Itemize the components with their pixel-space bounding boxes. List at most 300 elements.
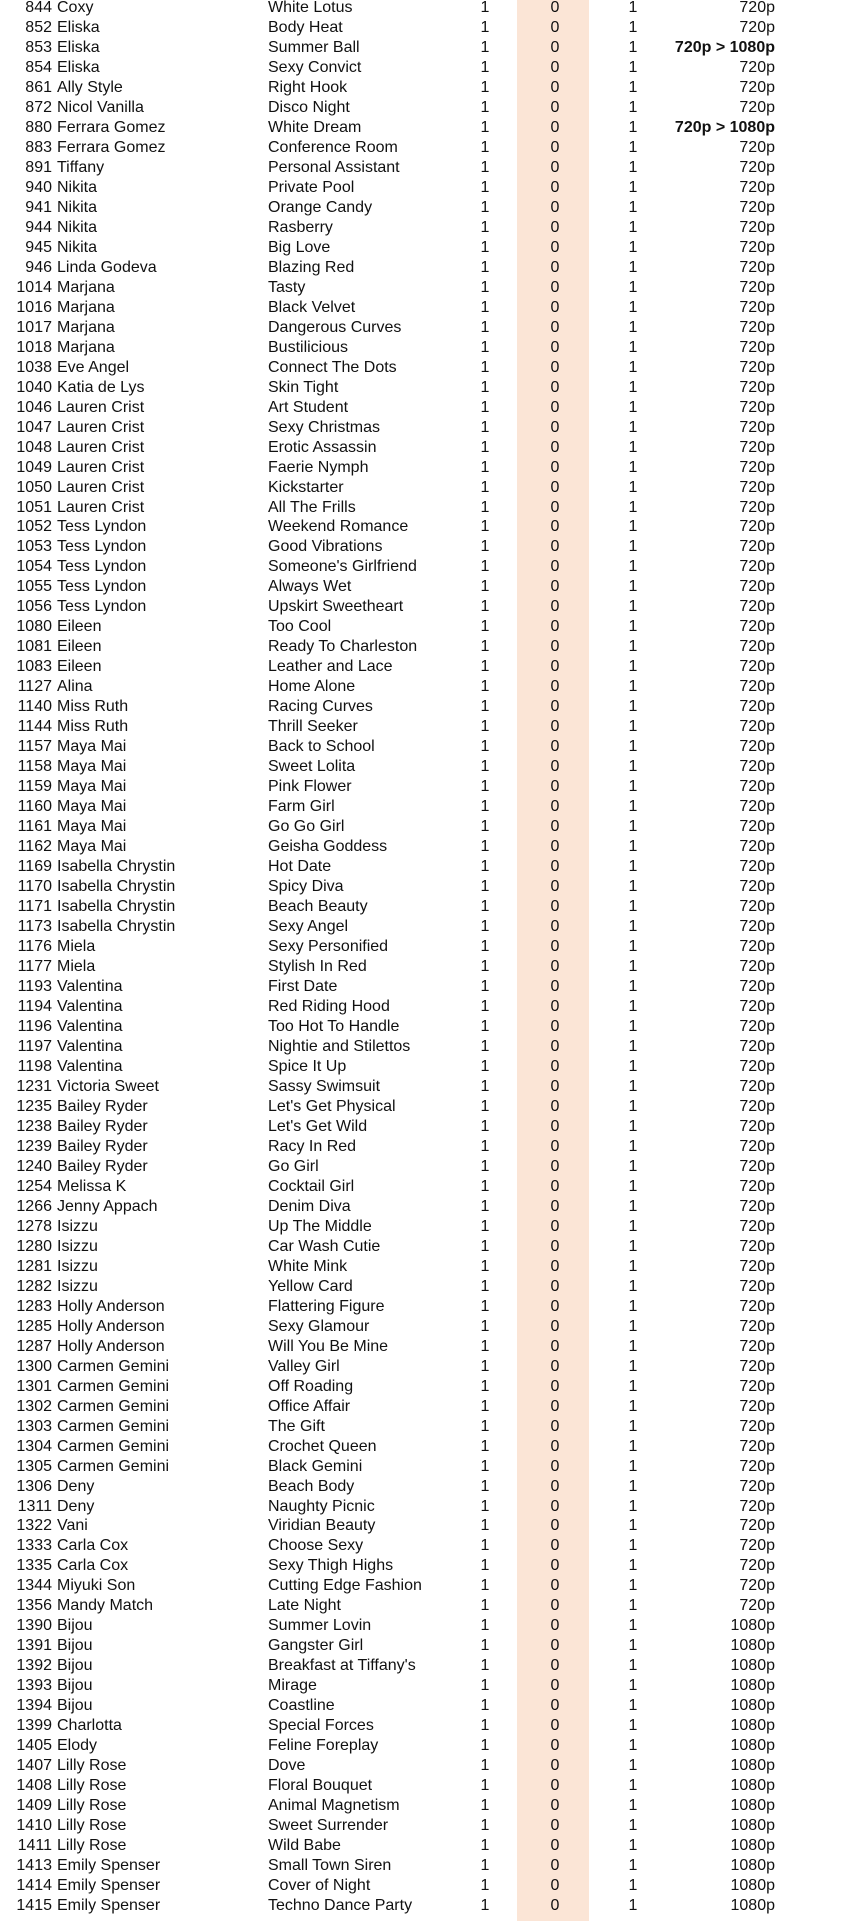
cell-resolution: 720p: [739, 78, 775, 96]
cell-id: 1283: [16, 1297, 52, 1315]
table-row: [0, 198, 868, 218]
cell-resolution: 720p: [739, 58, 775, 76]
cell-title: Cocktail Girl: [268, 1177, 355, 1195]
table-row: [0, 418, 868, 438]
cell-col-c: 1: [628, 658, 638, 676]
table-row: [0, 897, 868, 917]
cell-col-b: 0: [550, 358, 560, 376]
cell-col-b: 0: [550, 698, 560, 716]
cell-col-c: 1: [628, 1457, 638, 1475]
cell-model: Marjana: [57, 318, 115, 336]
table-row: [0, 1337, 868, 1357]
cell-col-b: 0: [550, 1817, 560, 1835]
cell-col-b: 0: [550, 178, 560, 196]
cell-model: Bijou: [57, 1637, 93, 1655]
table-row: [0, 1636, 868, 1656]
cell-title: Hot Date: [268, 858, 332, 876]
cell-title: Dove: [268, 1757, 306, 1775]
cell-resolution: 720p: [739, 498, 775, 516]
cell-resolution: 720p: [739, 818, 775, 836]
cell-col-b: 0: [550, 518, 560, 536]
cell-title: Dangerous Curves: [268, 318, 402, 336]
cell-model: Emily Spenser: [57, 1877, 161, 1895]
cell-id: 1413: [16, 1857, 52, 1875]
cell-col-c: 1: [628, 958, 638, 976]
cell-resolution: 720p: [739, 958, 775, 976]
cell-id: 1046: [16, 398, 52, 416]
cell-id: 1176: [17, 938, 52, 956]
cell-col-c: 1: [628, 378, 638, 396]
cell-title: Weekend Romance: [268, 518, 409, 536]
cell-model: Holly Anderson: [57, 1297, 165, 1315]
cell-col-c: 1: [628, 858, 638, 876]
cell-title: Up The Middle: [268, 1217, 372, 1235]
cell-col-c: 1: [628, 518, 638, 536]
cell-id: 1266: [16, 1197, 52, 1215]
cell-col-c: 1: [628, 1497, 638, 1515]
cell-id: 1414: [16, 1877, 52, 1895]
cell-model: Maya Mai: [57, 818, 127, 836]
cell-col-a: 1: [480, 18, 490, 36]
cell-model: Nicol Vanilla: [57, 98, 144, 116]
cell-id: 1405: [16, 1737, 52, 1755]
cell-model: Holly Anderson: [57, 1337, 165, 1355]
cell-title: Farm Girl: [268, 798, 335, 816]
cell-id: 1053: [16, 538, 52, 556]
cell-col-b: 0: [550, 98, 560, 116]
cell-col-b: 0: [550, 658, 560, 676]
cell-id: 1304: [16, 1437, 52, 1455]
cell-col-c: 1: [628, 1677, 638, 1695]
cell-title: White Mink: [268, 1257, 348, 1275]
cell-col-c: 1: [628, 1657, 638, 1675]
cell-title: Wild Babe: [268, 1837, 341, 1855]
cell-title: Ready To Charleston: [268, 638, 418, 656]
cell-id: 852: [25, 18, 52, 36]
table-row: [0, 1796, 868, 1816]
cell-id: 941: [25, 198, 52, 216]
table-row: [0, 1437, 868, 1457]
cell-id: 1408: [16, 1777, 52, 1795]
cell-model: Nikita: [57, 218, 98, 236]
cell-col-b: 0: [550, 558, 560, 576]
cell-title: Naughty Picnic: [268, 1497, 375, 1515]
cell-col-b: 0: [550, 1437, 560, 1455]
table-row: [0, 1696, 868, 1716]
table-row: [0, 1856, 868, 1876]
cell-resolution: 720p: [739, 418, 775, 436]
cell-col-c: 1: [628, 478, 638, 496]
cell-col-c: 1: [628, 158, 638, 176]
cell-id: 1158: [17, 758, 52, 776]
cell-col-b: 0: [550, 1217, 560, 1235]
cell-col-a: 1: [480, 318, 490, 336]
cell-title: Bustilicious: [268, 338, 349, 356]
cell-col-c: 1: [628, 618, 638, 636]
cell-col-b: 0: [550, 398, 560, 416]
table-row: [0, 498, 868, 518]
cell-col-b: 0: [550, 118, 560, 136]
table-row: [0, 757, 868, 777]
cell-title: White Lotus: [268, 0, 353, 16]
cell-title: Pink Flower: [268, 778, 352, 796]
cell-title: Sexy Glamour: [268, 1317, 370, 1335]
cell-id: 1239: [16, 1137, 52, 1155]
cell-col-c: 1: [628, 238, 638, 256]
cell-title: Sweet Lolita: [268, 758, 356, 776]
cell-col-b: 0: [550, 158, 560, 176]
cell-col-a: 1: [480, 958, 490, 976]
cell-col-a: 1: [480, 1817, 490, 1835]
cell-col-c: 1: [628, 718, 638, 736]
cell-model: Bijou: [57, 1617, 93, 1635]
cell-col-c: 1: [628, 98, 638, 116]
cell-model: Isizzu: [57, 1217, 98, 1235]
cell-id: 1016: [16, 298, 52, 316]
cell-resolution: 720p: [739, 1097, 775, 1115]
cell-col-b: 0: [550, 278, 560, 296]
cell-model: Mandy Match: [57, 1597, 154, 1615]
cell-col-b: 0: [550, 538, 560, 556]
cell-col-b: 0: [550, 958, 560, 976]
cell-model: Eileen: [57, 618, 102, 636]
table-row: [0, 1556, 868, 1576]
cell-model: Valentina: [57, 1017, 123, 1035]
cell-resolution: 1080p: [730, 1897, 775, 1915]
cell-title: Nightie and Stilettos: [268, 1037, 411, 1055]
cell-resolution: 720p: [739, 798, 775, 816]
table-row: [0, 1576, 868, 1596]
cell-title: Art Student: [268, 398, 349, 416]
cell-col-a: 1: [480, 1737, 490, 1755]
cell-col-b: 0: [550, 918, 560, 936]
cell-model: Isabella Chrystin: [57, 918, 176, 936]
cell-title: Summer Lovin: [268, 1617, 372, 1635]
cell-col-c: 1: [628, 1117, 638, 1135]
cell-col-a: 1: [480, 918, 490, 936]
cell-model: Bailey Ryder: [57, 1117, 148, 1135]
cell-id: 1344: [16, 1577, 52, 1595]
cell-resolution: 720p: [739, 1397, 775, 1415]
cell-resolution: 720p: [739, 1077, 775, 1095]
cell-id: 1170: [17, 878, 52, 896]
cell-id: 1303: [16, 1417, 52, 1435]
cell-col-b: 0: [550, 1117, 560, 1135]
cell-resolution: 1080p: [730, 1657, 775, 1675]
cell-model: Maya Mai: [57, 778, 127, 796]
cell-col-c: 1: [628, 298, 638, 316]
cell-resolution: 1080p: [730, 1837, 775, 1855]
cell-col-a: 1: [480, 1517, 490, 1535]
table-row: [0, 1676, 868, 1696]
cell-model: Isabella Chrystin: [57, 878, 176, 896]
cell-col-a: 1: [480, 218, 490, 236]
table-row: [0, 957, 868, 977]
cell-col-a: 1: [480, 1377, 490, 1395]
table-row: [0, 118, 868, 138]
cell-title: Sexy Convict: [268, 58, 362, 76]
cell-id: 1040: [16, 378, 52, 396]
cell-resolution: 720p: [739, 18, 775, 36]
cell-col-c: 1: [628, 1897, 638, 1915]
cell-col-a: 1: [480, 1117, 490, 1135]
cell-col-b: 0: [550, 798, 560, 816]
cell-title: Black Gemini: [268, 1457, 363, 1475]
table-row: [0, 298, 868, 318]
cell-resolution: 720p: [739, 678, 775, 696]
cell-col-b: 0: [550, 338, 560, 356]
cell-title: Late Night: [268, 1597, 341, 1615]
cell-resolution: 720p: [739, 718, 775, 736]
cell-id: 1171: [17, 898, 52, 916]
cell-model: Vani: [57, 1517, 88, 1535]
cell-title: Tasty: [268, 278, 306, 296]
table-row: [0, 178, 868, 198]
cell-model: Bijou: [57, 1657, 93, 1675]
cell-resolution: 720p: [739, 558, 775, 576]
table-row: [0, 138, 868, 158]
cell-col-c: 1: [628, 0, 638, 16]
cell-title: Off Roading: [268, 1377, 354, 1395]
cell-resolution: 720p: [739, 1177, 775, 1195]
table-row: [0, 537, 868, 557]
cell-id: 1081: [16, 638, 52, 656]
cell-col-a: 1: [480, 1097, 490, 1115]
cell-resolution: 1080p: [730, 1737, 775, 1755]
cell-col-b: 0: [550, 598, 560, 616]
cell-title: Stylish In Red: [268, 958, 367, 976]
cell-col-a: 1: [480, 1337, 490, 1355]
cell-col-b: 0: [550, 138, 560, 156]
cell-resolution: 720p: [739, 578, 775, 596]
cell-id: 1287: [16, 1337, 52, 1355]
cell-resolution: 1080p: [730, 1757, 775, 1775]
cell-id: 1048: [16, 438, 52, 456]
cell-title: Always Wet: [268, 578, 352, 596]
cell-id: 1278: [16, 1217, 52, 1235]
cell-col-b: 0: [550, 898, 560, 916]
table-row: [0, 1896, 868, 1916]
cell-model: Tess Lyndon: [57, 558, 147, 576]
cell-resolution: 720p: [739, 1117, 775, 1135]
cell-col-c: 1: [628, 598, 638, 616]
cell-col-b: 0: [550, 578, 560, 596]
cell-col-a: 1: [480, 1397, 490, 1415]
cell-col-a: 1: [480, 1797, 490, 1815]
table-row: [0, 997, 868, 1017]
cell-col-c: 1: [628, 1297, 638, 1315]
cell-resolution: 720p: [739, 378, 775, 396]
cell-title: Denim Diva: [268, 1197, 351, 1215]
cell-col-a: 1: [480, 438, 490, 456]
cell-col-c: 1: [628, 898, 638, 916]
cell-col-b: 0: [550, 878, 560, 896]
table-row: [0, 517, 868, 537]
cell-id: 1049: [16, 458, 52, 476]
cell-col-b: 0: [550, 1357, 560, 1375]
cell-resolution: 1080p: [730, 1817, 775, 1835]
cell-resolution: 720p: [739, 598, 775, 616]
cell-model: Eliska: [57, 38, 100, 56]
table-row: [0, 318, 868, 338]
cell-title: Feline Foreplay: [268, 1737, 379, 1755]
cell-resolution: 720p: [739, 518, 775, 536]
cell-col-b: 0: [550, 238, 560, 256]
cell-col-b: 0: [550, 838, 560, 856]
cell-resolution: 720p: [739, 1417, 775, 1435]
cell-col-b: 0: [550, 1097, 560, 1115]
table-row: [0, 1816, 868, 1836]
cell-resolution: 720p: [739, 1537, 775, 1555]
cell-title: Too Cool: [268, 618, 332, 636]
cell-col-c: 1: [628, 318, 638, 336]
table-row: [0, 1836, 868, 1856]
cell-title: Viridian Beauty: [268, 1517, 376, 1535]
cell-col-a: 1: [480, 418, 490, 436]
cell-col-c: 1: [628, 818, 638, 836]
table-row: [0, 1197, 868, 1217]
cell-col-a: 1: [480, 578, 490, 596]
cell-resolution: 720p: [739, 1137, 775, 1155]
cell-model: Eve Angel: [57, 358, 130, 376]
cell-col-c: 1: [628, 1797, 638, 1815]
table-row: [0, 18, 868, 38]
cell-col-a: 1: [480, 618, 490, 636]
cell-col-a: 1: [480, 1057, 490, 1075]
cell-resolution: 720p: [739, 1497, 775, 1515]
cell-col-a: 1: [480, 818, 490, 836]
cell-id: 891: [25, 158, 52, 176]
cell-col-b: 0: [550, 1237, 560, 1255]
cell-id: 1306: [16, 1477, 52, 1495]
cell-model: Nikita: [57, 238, 98, 256]
cell-col-a: 1: [480, 698, 490, 716]
table-row: [0, 1017, 868, 1037]
cell-col-c: 1: [628, 1157, 638, 1175]
cell-col-a: 1: [480, 458, 490, 476]
cell-col-a: 1: [480, 598, 490, 616]
cell-col-c: 1: [628, 1697, 638, 1715]
cell-id: 1127: [17, 678, 52, 696]
cell-col-c: 1: [628, 838, 638, 856]
cell-col-c: 1: [628, 778, 638, 796]
table-row: [0, 617, 868, 637]
cell-col-b: 0: [550, 858, 560, 876]
cell-col-b: 0: [550, 1317, 560, 1335]
cell-col-a: 1: [480, 538, 490, 556]
cell-col-a: 1: [480, 798, 490, 816]
cell-col-a: 1: [480, 1697, 490, 1715]
cell-col-b: 0: [550, 938, 560, 956]
cell-id: 872: [25, 98, 52, 116]
table-row: [0, 937, 868, 957]
cell-id: 1157: [17, 738, 52, 756]
cell-col-c: 1: [628, 1837, 638, 1855]
cell-col-a: 1: [480, 938, 490, 956]
cell-model: Carmen Gemini: [57, 1357, 170, 1375]
cell-title: Body Heat: [268, 18, 343, 36]
table-row: [0, 1417, 868, 1437]
cell-col-c: 1: [628, 1877, 638, 1895]
cell-col-c: 1: [628, 698, 638, 716]
cell-resolution: 720p: [739, 0, 775, 16]
cell-id: 1235: [16, 1097, 52, 1115]
cell-model: Nikita: [57, 198, 98, 216]
cell-col-c: 1: [628, 1777, 638, 1795]
cell-id: 1305: [16, 1457, 52, 1475]
table-row: [0, 398, 868, 418]
cell-resolution: 720p: [739, 298, 775, 316]
cell-id: 1409: [16, 1797, 52, 1815]
cell-col-c: 1: [628, 558, 638, 576]
cell-col-b: 0: [550, 258, 560, 276]
cell-id: 880: [25, 118, 52, 136]
cell-col-c: 1: [628, 578, 638, 596]
cell-col-c: 1: [628, 418, 638, 436]
cell-col-c: 1: [628, 438, 638, 456]
cell-col-a: 1: [480, 1557, 490, 1575]
cell-col-c: 1: [628, 738, 638, 756]
cell-title: Spice It Up: [268, 1057, 347, 1075]
cell-resolution: 720p: [739, 638, 775, 656]
cell-title: Racy In Red: [268, 1137, 357, 1155]
cell-col-b: 0: [550, 0, 560, 16]
cell-title: Coastline: [268, 1697, 335, 1715]
cell-resolution: 720p: [739, 1257, 775, 1275]
cell-title: Techno Dance Party: [268, 1897, 413, 1915]
table-row: [0, 78, 868, 98]
cell-model: Carmen Gemini: [57, 1397, 170, 1415]
cell-title: Gangster Girl: [268, 1637, 364, 1655]
cell-resolution: 720p: [739, 1457, 775, 1475]
cell-resolution: 720p: [739, 1597, 775, 1615]
cell-col-c: 1: [628, 1397, 638, 1415]
cell-id: 1394: [16, 1697, 52, 1715]
table-row: [0, 1037, 868, 1057]
cell-col-a: 1: [480, 878, 490, 896]
cell-resolution: 720p: [739, 278, 775, 296]
cell-col-b: 0: [550, 78, 560, 96]
cell-title: Skin Tight: [268, 378, 339, 396]
cell-resolution: 720p: [739, 318, 775, 336]
cell-resolution: 720p: [739, 98, 775, 116]
cell-col-b: 0: [550, 618, 560, 636]
cell-col-a: 1: [480, 198, 490, 216]
cell-model: Eileen: [57, 638, 102, 656]
table-row: [0, 737, 868, 757]
cell-id: 1390: [16, 1617, 52, 1635]
table-row: [0, 1297, 868, 1317]
cell-model: Lauren Crist: [57, 458, 145, 476]
table-row: [0, 597, 868, 617]
cell-resolution: 1080p: [730, 1797, 775, 1815]
cell-col-b: 0: [550, 1397, 560, 1415]
cell-id: 1017: [16, 318, 52, 336]
cell-col-b: 0: [550, 438, 560, 456]
table-row: [0, 158, 868, 178]
cell-col-c: 1: [628, 1577, 638, 1595]
cell-title: Small Town Siren: [268, 1857, 392, 1875]
cell-col-a: 1: [480, 238, 490, 256]
cell-resolution: 720p: [739, 218, 775, 236]
cell-resolution: 720p: [739, 158, 775, 176]
cell-title: Office Affair: [268, 1397, 351, 1415]
cell-title: Kickstarter: [268, 478, 344, 496]
cell-id: 1254: [16, 1177, 52, 1195]
cell-resolution: 720p: [739, 438, 775, 456]
cell-col-c: 1: [628, 1857, 638, 1875]
cell-title: Beach Beauty: [268, 898, 368, 916]
